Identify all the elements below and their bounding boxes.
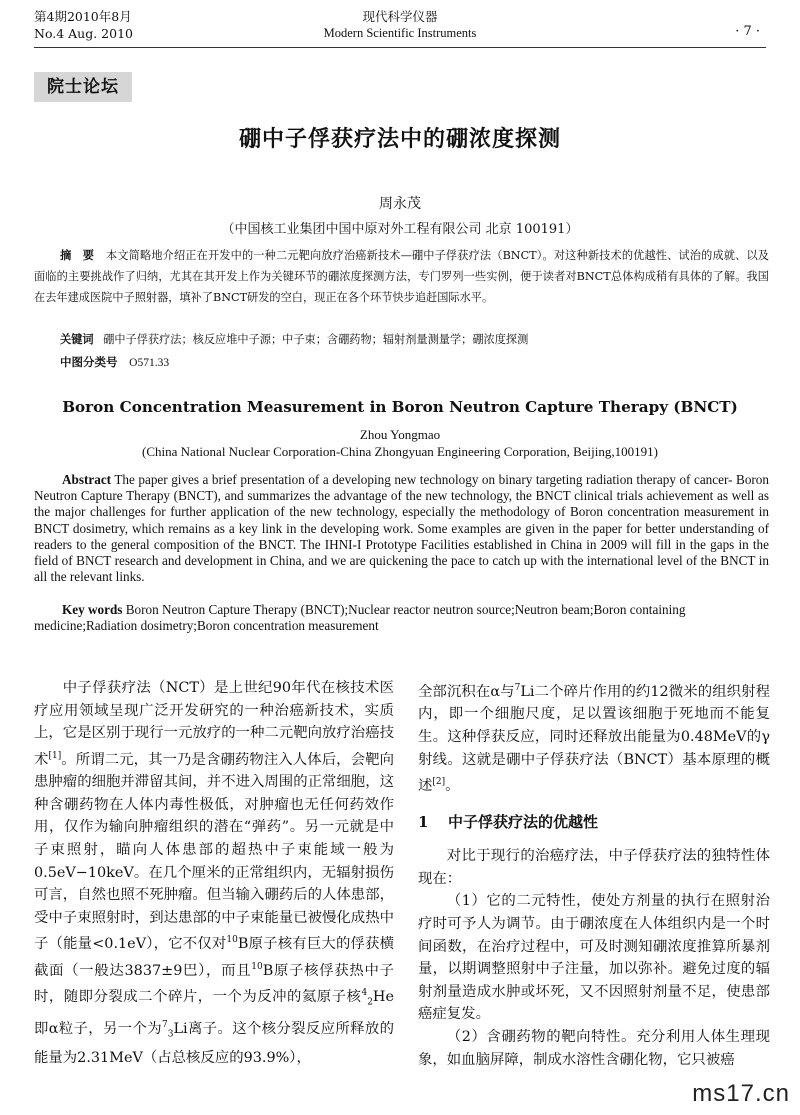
isotope-mass: 10 (226, 935, 238, 946)
text-run: 全部沉积在α与 (418, 683, 515, 700)
text-run: B原子核俘获热中子时，随即分裂成二个碎片，一个为反冲的氦原子核 (34, 962, 394, 1005)
author-cn: 周永茂 (379, 196, 421, 212)
isotope-mass: 4 (361, 988, 368, 999)
section-number: 1 (418, 812, 429, 831)
abstract-en-label: Abstract (62, 472, 112, 487)
isotope-number: 3 (167, 1030, 174, 1041)
body-paragraph (34, 677, 394, 1069)
keywords-cn-text: 硼中子俘获疗法；核反应堆中子源；中子束；含硼药物；辐射剂量测量学；硼浓度探测 (103, 333, 529, 346)
citation: [1] (48, 750, 62, 761)
site-watermark: ms17.cn (692, 1080, 790, 1107)
journal-name (300, 8, 500, 42)
issue-cn: 第4期2010年8月 (34, 9, 132, 24)
isotope-number: 2 (367, 997, 373, 1008)
classification-cn-label: 中图分类号 (60, 355, 118, 369)
keywords-cn-label: 关键词 (60, 332, 94, 346)
header-divider (34, 47, 766, 48)
body-left-column (34, 677, 394, 1069)
affiliation-en: (China National Nuclear Corporation-China Zhongyuan Engineering Corporation, Beijing,100191) (142, 444, 658, 459)
abstract-en (34, 472, 769, 585)
author-en: Zhou Yongmao (359, 427, 441, 442)
isotope-mass: 7 (162, 1020, 168, 1031)
journal-en: Modern Scientific Instruments (323, 26, 477, 40)
body-right-column (418, 677, 770, 1071)
title-en: Boron Concentration Measurement in Boron Neutron Capture Therapy (BNCT) (62, 398, 738, 416)
affiliation-cn: （中国核工业集团中国中原对外工程有限公司 北京 100191） (221, 222, 579, 237)
column-tag: 院士论坛 (34, 72, 132, 102)
text-run: 中子俘获疗法（NCT）是上世纪90年代在核技术医疗应用领域呈现广泛开发研究的一种治癌新技术，实质上，它是区别于现行一元放疗的一种二元靶向放疗治癌技术 (34, 680, 394, 768)
body-paragraph: （2）含硼药物的靶向特性。充分利用人体生理现象，如血脑屏障，制成水溶性含硼化物，它只被癌 (418, 1028, 770, 1068)
text-run: Li二个碎片作用的约12微米的组织射程内，即一个细胞尺度，足以置该细胞于死地而不能复生。这种俘获反应，同时还释放出能量为0.48MeV的γ射线。这就是硼中子俘获疗法（BNCT）基本原理的概述 (418, 683, 770, 794)
keywords-en-label: Key words (62, 602, 123, 617)
issue-en: No.4 Aug. 2010 (34, 26, 133, 41)
issue-info (34, 8, 133, 42)
section-heading (418, 811, 770, 834)
body-paragraph: 对比于现行的治癌疗法，中子俘获疗法的独特性体现在： (418, 848, 770, 887)
body-paragraph (418, 677, 770, 798)
keywords-en (34, 602, 769, 634)
body-paragraph: （1）它的二元特性，使处方剂量的执行在照射治疗时可予人为调节。由于硼浓度在人体组织内是一个时间函数，在治疗过程中，可及时测知硼浓度推算所暴剂量，以期调整照射中子注量，加以弥补。避免过度的辐射剂量造成水肿或坏死，又不因照射剂量不足，使患部癌症复发。 (418, 893, 770, 1023)
classification-cn-text: O571.33 (129, 357, 170, 369)
section-title: 中子俘获疗法的优越性 (448, 812, 599, 831)
abstract-cn-label: 摘 要 (60, 248, 95, 262)
page-number: · 7 · (735, 24, 760, 39)
abstract-cn (34, 245, 769, 308)
text-run: 。 (445, 777, 460, 794)
text-run: B原子核有巨大的俘获横截面（一般达3837±9巴），而且 (34, 936, 395, 979)
journal-cn: 现代科学仪器 (362, 9, 438, 24)
abstract-cn-text: 本文简略地介绍正在开发中的一种二元靶向放疗治癌新技术—硼中子俘获疗法（BNCT）。对这种新技术的优越性、试治的成就、以及面临的主要挑战作了归纳，尤其在其开发上作为关键环节的硼浓度探测方法，专门罗列一些实例，便于读者对BNCT总体构成稍有具体的了解。我国在去年建成医院中子照射器，填补了BNCT研发的空白，现正在各个环节快步追赶国际水平。 (34, 249, 769, 304)
text-run: He即α粒子，另一个为 (34, 988, 394, 1038)
citation: [2] (432, 777, 446, 788)
isotope-mass: 10 (251, 961, 263, 972)
keywords-en-text: Boron Neutron Capture Therapy (BNCT);Nuclear reactor neutron source;Neutron beam;Boron containing medicine;Radiation dosimetry;Boron concentration measurement (34, 602, 686, 634)
classification-cn (60, 352, 169, 374)
keywords-cn (60, 329, 760, 350)
title-cn: 硼中子俘获疗法中的硼浓度探测 (238, 126, 561, 152)
text-run: Li离子。这个核分裂反应所释放的能量为2.31MeV（占总核反应的93.9%）， (34, 1021, 394, 1066)
isotope-mass: 7 (514, 683, 521, 693)
abstract-en-text: The paper gives a brief presentation of a developing new technology on binary targeting radiation therapy of cancer- Boron Neutron Capture Therapy (BNCT), and summarizes the advantage of the new technology, the BNCT clinical trials achievement as well as the major challenges for further application of the new technology, especially the methodology of Boron concentration measurement in BNCT dosimetry, which remains as a key link in the developing work. Some examples are given in the paper for better understanding of readers to the general composition of the BNCT. The IHNI-I Prototype Facilities established in China in 2009 will fill in the gaps in the field of BNCT research and development in China, and we are quickening the pace to catch up with the international level of the BNCT in all the relevant links. (34, 472, 769, 585)
text-run: 。所谓二元，其一乃是含硼药物注入人体后，会靶向患肿瘤的细胞并滞留其间，并不进入周围的正常细胞，这种含硼药物在人体内毒性极低，对肿瘤也无任何药效作用，仅作为输向肿瘤组织的潜在“弹药”。另一元就是中子束照射，瞄向人体患部的超热中子束能域一般为0.5eV−10keV。在几个厘米的正常组织内，无辐射损伤可言，自然也照不死肿瘤。但当输入硼药后的人体患部，受中子束照射时，到达患部的中子束能量已被慢化成热中子（能量<0.1eV），它不仅对 (34, 751, 394, 953)
